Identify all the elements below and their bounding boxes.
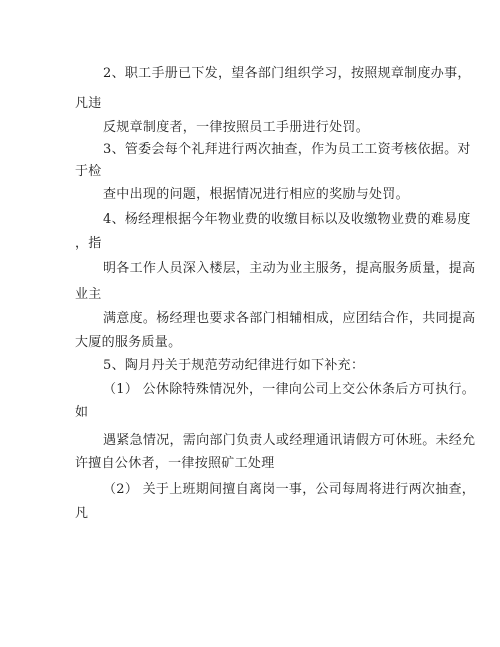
text-line: 5、陶月丹关于规范劳动纪律进行如下补充： (103, 358, 365, 373)
text-line: 如 (75, 405, 89, 420)
text-line: 许擅自公休者，一律按照矿工处理 (75, 456, 275, 471)
text-line: 大厦的服务质量。 (75, 335, 182, 350)
text-line: 反规章制度者，一律按照员工手册进行处罚。 (103, 120, 370, 135)
text-line: 2、职工手册已下发，望各部门组织学习，按照规章制度办事， (103, 66, 471, 81)
text-line: ，指 (75, 236, 102, 251)
text-line: 凡违 (75, 96, 102, 111)
text-line: 满意度。杨经理也要求各部门相辅相成，应团结合作，共同提高 (103, 311, 476, 326)
text-line: 于检 (75, 164, 102, 179)
text-line: （1） 公休除特殊情况外，一律向公司上交公休条后方可执行。 (103, 382, 476, 397)
text-line: （2） 关于上班期间擅自离岗一事，公司每周将进行两次抽查， (103, 482, 476, 497)
text-line: 明各工作人员深入楼层，主动为业主服务，提高服务质量，提高 (103, 261, 476, 276)
text-line: 查中出现的问题，根据情况进行相应的奖励与处罚。 (103, 187, 409, 202)
text-line: 4、杨经理根据今年物业费的收缴目标以及收缴物业费的难易度 (103, 212, 471, 227)
text-line: 业主 (75, 287, 102, 302)
text-line: 凡 (75, 506, 89, 521)
text-line: 3、管委会每个礼拜进行两次抽查，作为员工工资考核依据。对 (103, 142, 471, 157)
text-line: 遇紧急情况，需向部门负责人或经理通讯请假方可休班。未经允 (103, 433, 476, 448)
